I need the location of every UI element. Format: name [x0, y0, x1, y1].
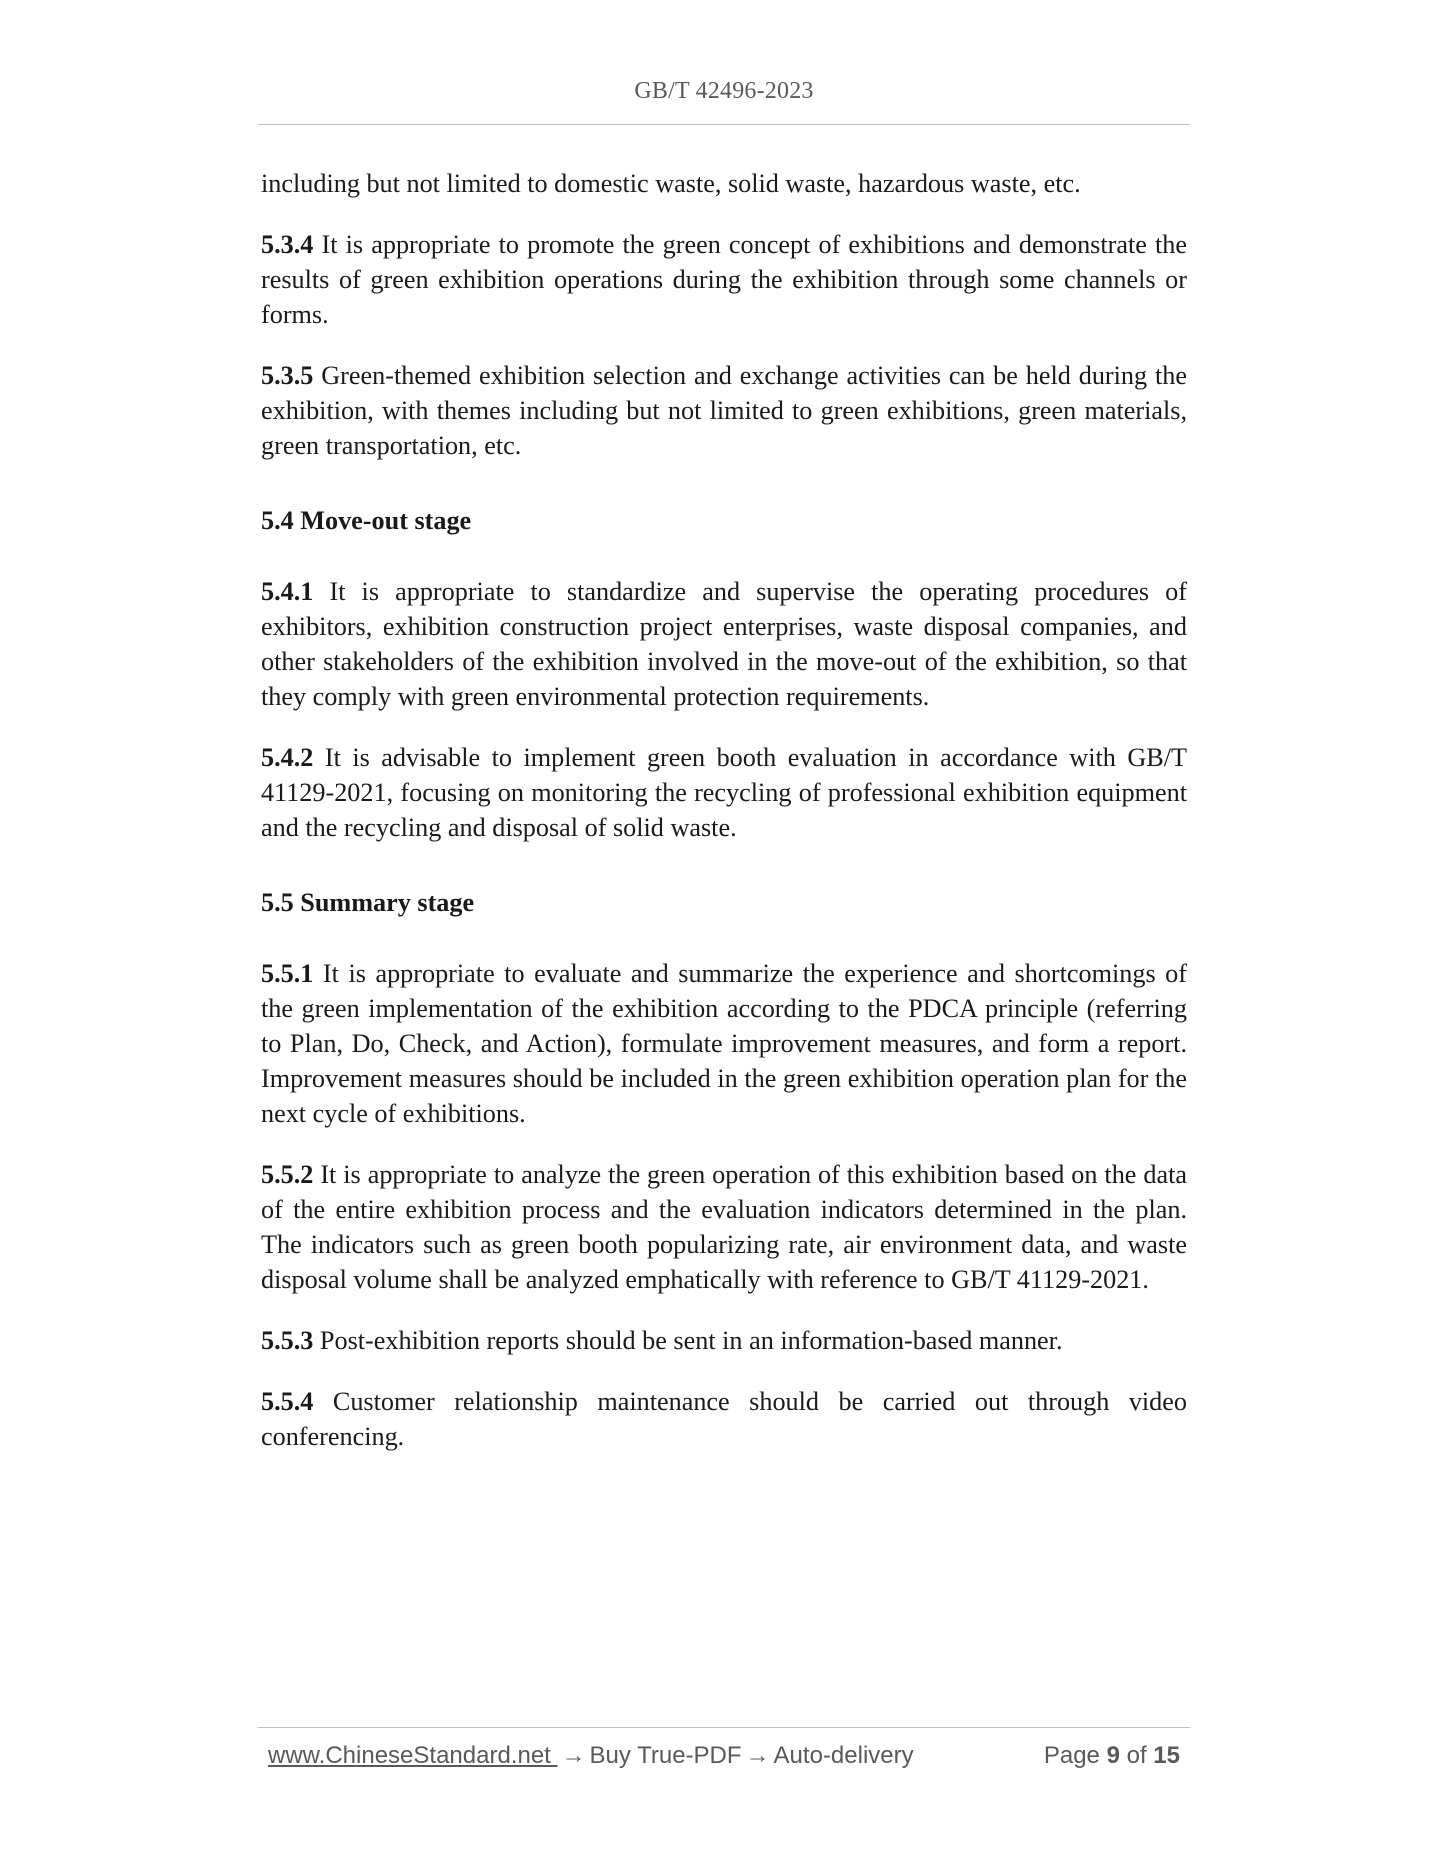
page-label: Page: [1043, 1742, 1100, 1769]
footer-divider: [258, 1727, 1190, 1728]
section-heading-5-4: 5.4 Move-out stage: [261, 506, 472, 535]
clause-5-4-1: [261, 574, 1187, 714]
footer-promo: [268, 1742, 914, 1770]
clause-5-5-1: [261, 956, 1187, 1131]
clause-number: 5.3.4: [261, 230, 314, 259]
clause-5-5-2: [261, 1157, 1187, 1297]
clause-number: 5.4.1: [261, 577, 314, 606]
clause-text: It is appropriate to promote the green concept of exhibitions and demonstrate the results of green exhibition operations during the exhibition through some channels or forms.: [261, 230, 1187, 329]
clause-number: 5.5.2: [261, 1160, 314, 1189]
clause-5-4-2: [261, 740, 1187, 845]
page-number: [1044, 1742, 1180, 1770]
clause-text: Green-themed exhibition selection and exchange activities can be held during the exhibition, with themes including but not limited to green exhibitions, green materials, green transportation, etc.: [261, 361, 1187, 460]
clause-text: It is advisable to implement green booth evaluation in accordance with GB/T 41129-2021, focusing on monitoring the recycling of professional exhibition equipment and the recycling and disposal of solid waste.: [261, 743, 1187, 842]
clause-5-3-5: [261, 358, 1187, 463]
clause-text: It is appropriate to standardize and supervise the operating procedures of exhibitors, exhibition construction project enterprises, waste disposal companies, and other stakeholders of the exhibition involved in the move-out of the exhibition, so that they comply with green environmental protection requirements.: [261, 577, 1187, 711]
clause-number: 5.5.4: [261, 1387, 314, 1416]
clause-text: Post-exhibition reports should be sent in an information-based manner.: [313, 1326, 1063, 1355]
clause-text: It is appropriate to analyze the green operation of this exhibition based on the data of the entire exhibition process and the evaluation indicators determined in the plan. The indicators such as green booth popularizing rate, air environment data, and waste disposal volume shall be analyzed emphatically with reference to GB/T 41129-2021.: [261, 1160, 1187, 1294]
clause-number: 5.4.2: [261, 743, 314, 772]
total-pages: 15: [1153, 1742, 1180, 1769]
section-heading-5-5: 5.5 Summary stage: [261, 888, 475, 917]
page-of-label: of: [1126, 1742, 1147, 1769]
clause-5-3-4: [261, 227, 1187, 332]
arrow-right-icon: →: [561, 1742, 586, 1769]
clause-text: It is appropriate to evaluate and summarize the experience and shortcomings of the green implementation of the exhibition according to the PDCA principle (referring to Plan, Do, Check, and Action), formulate improvement measures, and form a report. Improvement measures should be included in the green exhibition operation plan for the next cycle of exhibitions.: [261, 959, 1187, 1128]
buy-pdf-text: Buy True-PDF: [589, 1742, 742, 1769]
clause-number: 5.3.5: [261, 361, 314, 390]
current-page: 9: [1106, 1742, 1120, 1769]
auto-delivery-text: Auto-delivery: [773, 1742, 914, 1769]
header-divider: [258, 124, 1190, 125]
clause-number: 5.5.3: [261, 1326, 314, 1355]
document-body: [261, 166, 1187, 1454]
clause-number: 5.5.1: [261, 959, 314, 988]
page-header: GB/T 42496-2023: [634, 78, 814, 104]
arrow-right-icon: →: [745, 1742, 770, 1769]
clause-text: Customer relationship maintenance should be carried out through video conferencing.: [261, 1387, 1187, 1451]
clause-5-5-4: [261, 1384, 1187, 1454]
continuation-paragraph: including but not limited to domestic waste, solid waste, hazardous waste, etc.: [261, 169, 1081, 198]
website-link[interactable]: www.ChineseStandard.net: [268, 1742, 558, 1769]
clause-5-5-3: [261, 1323, 1187, 1358]
